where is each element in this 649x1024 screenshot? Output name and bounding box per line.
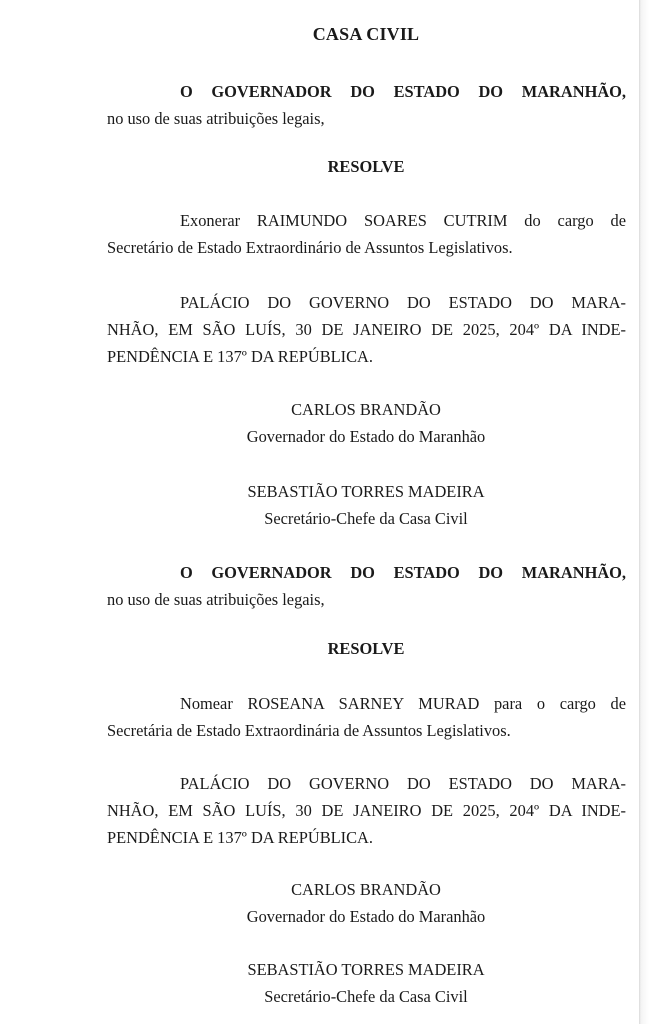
act-2-governor-powers: no uso de suas atribuições legais,	[107, 590, 325, 609]
act-2-palace-line-3: PENDÊNCIA E 137º DA REPÚBLICA.	[107, 828, 373, 847]
page-edge-shadow	[639, 0, 649, 1024]
act-1-decision-line-2: Secretário de Estado Extraordinário de Assuntos Legislativos.	[107, 238, 513, 257]
act-2-signer-2-name: SEBASTIÃO TORRES MADEIRA	[247, 960, 485, 979]
act-1-decision	[107, 207, 626, 261]
act-2-preamble	[107, 559, 626, 613]
act-1-signer-2-role: Secretário-Chefe da Casa Civil	[264, 509, 468, 528]
act-2-signer-1-role: Governador do Estado do Maranhão	[246, 907, 486, 926]
page-title: CASA CIVIL	[312, 24, 420, 44]
act-1-signature-chief	[0, 478, 649, 532]
act-2-signature-chief	[0, 956, 649, 1010]
act-2-decision-line-2: Secretária de Estado Extraordinária de Assuntos Legislativos.	[107, 721, 511, 740]
act-2-palace-line-2: NHÃO, EM SÃO LUÍS, 30 DE JANEIRO DE 2025, 204º DA INDE-	[107, 801, 626, 820]
act-2-decision	[107, 690, 626, 744]
act-2-palace-line-1: PALÁCIO DO GOVERNO DO ESTADO DO MARA-	[180, 774, 626, 793]
act-2-governor-title: O GOVERNADOR DO ESTADO DO MARANHÃO,	[180, 563, 626, 582]
act-1-signer-1-role: Governador do Estado do Maranhão	[246, 427, 486, 446]
act-2-resolve: RESOLVE	[327, 639, 405, 658]
act-1-governor-powers: no uso de suas atribuições legais,	[107, 109, 325, 128]
act-1-decision-line-1: Exonerar RAIMUNDO SOARES CUTRIM do cargo de	[180, 211, 626, 230]
act-2-signer-2-role: Secretário-Chefe da Casa Civil	[264, 987, 468, 1006]
act-2-signature-governor	[0, 876, 649, 930]
act-1-preamble	[107, 78, 626, 132]
act-2-decision-line-1: Nomear ROSEANA SARNEY MURAD para o cargo de	[180, 694, 626, 713]
act-1-resolve: RESOLVE	[327, 157, 405, 176]
act-1-palace	[107, 289, 626, 370]
act-1-governor-title: O GOVERNADOR DO ESTADO DO MARANHÃO,	[180, 82, 626, 101]
act-2-palace	[107, 770, 626, 851]
act-2-signer-1-name: CARLOS BRANDÃO	[291, 880, 441, 899]
act-1-palace-line-3: PENDÊNCIA E 137º DA REPÚBLICA.	[107, 347, 373, 366]
act-1-signature-governor	[0, 396, 649, 450]
act-1-signer-2-name: SEBASTIÃO TORRES MADEIRA	[247, 482, 485, 501]
act-1-signer-1-name: CARLOS BRANDÃO	[291, 400, 441, 419]
act-1-palace-line-1: PALÁCIO DO GOVERNO DO ESTADO DO MARA-	[180, 293, 626, 312]
act-1-palace-line-2: NHÃO, EM SÃO LUÍS, 30 DE JANEIRO DE 2025, 204º DA INDE-	[107, 320, 626, 339]
